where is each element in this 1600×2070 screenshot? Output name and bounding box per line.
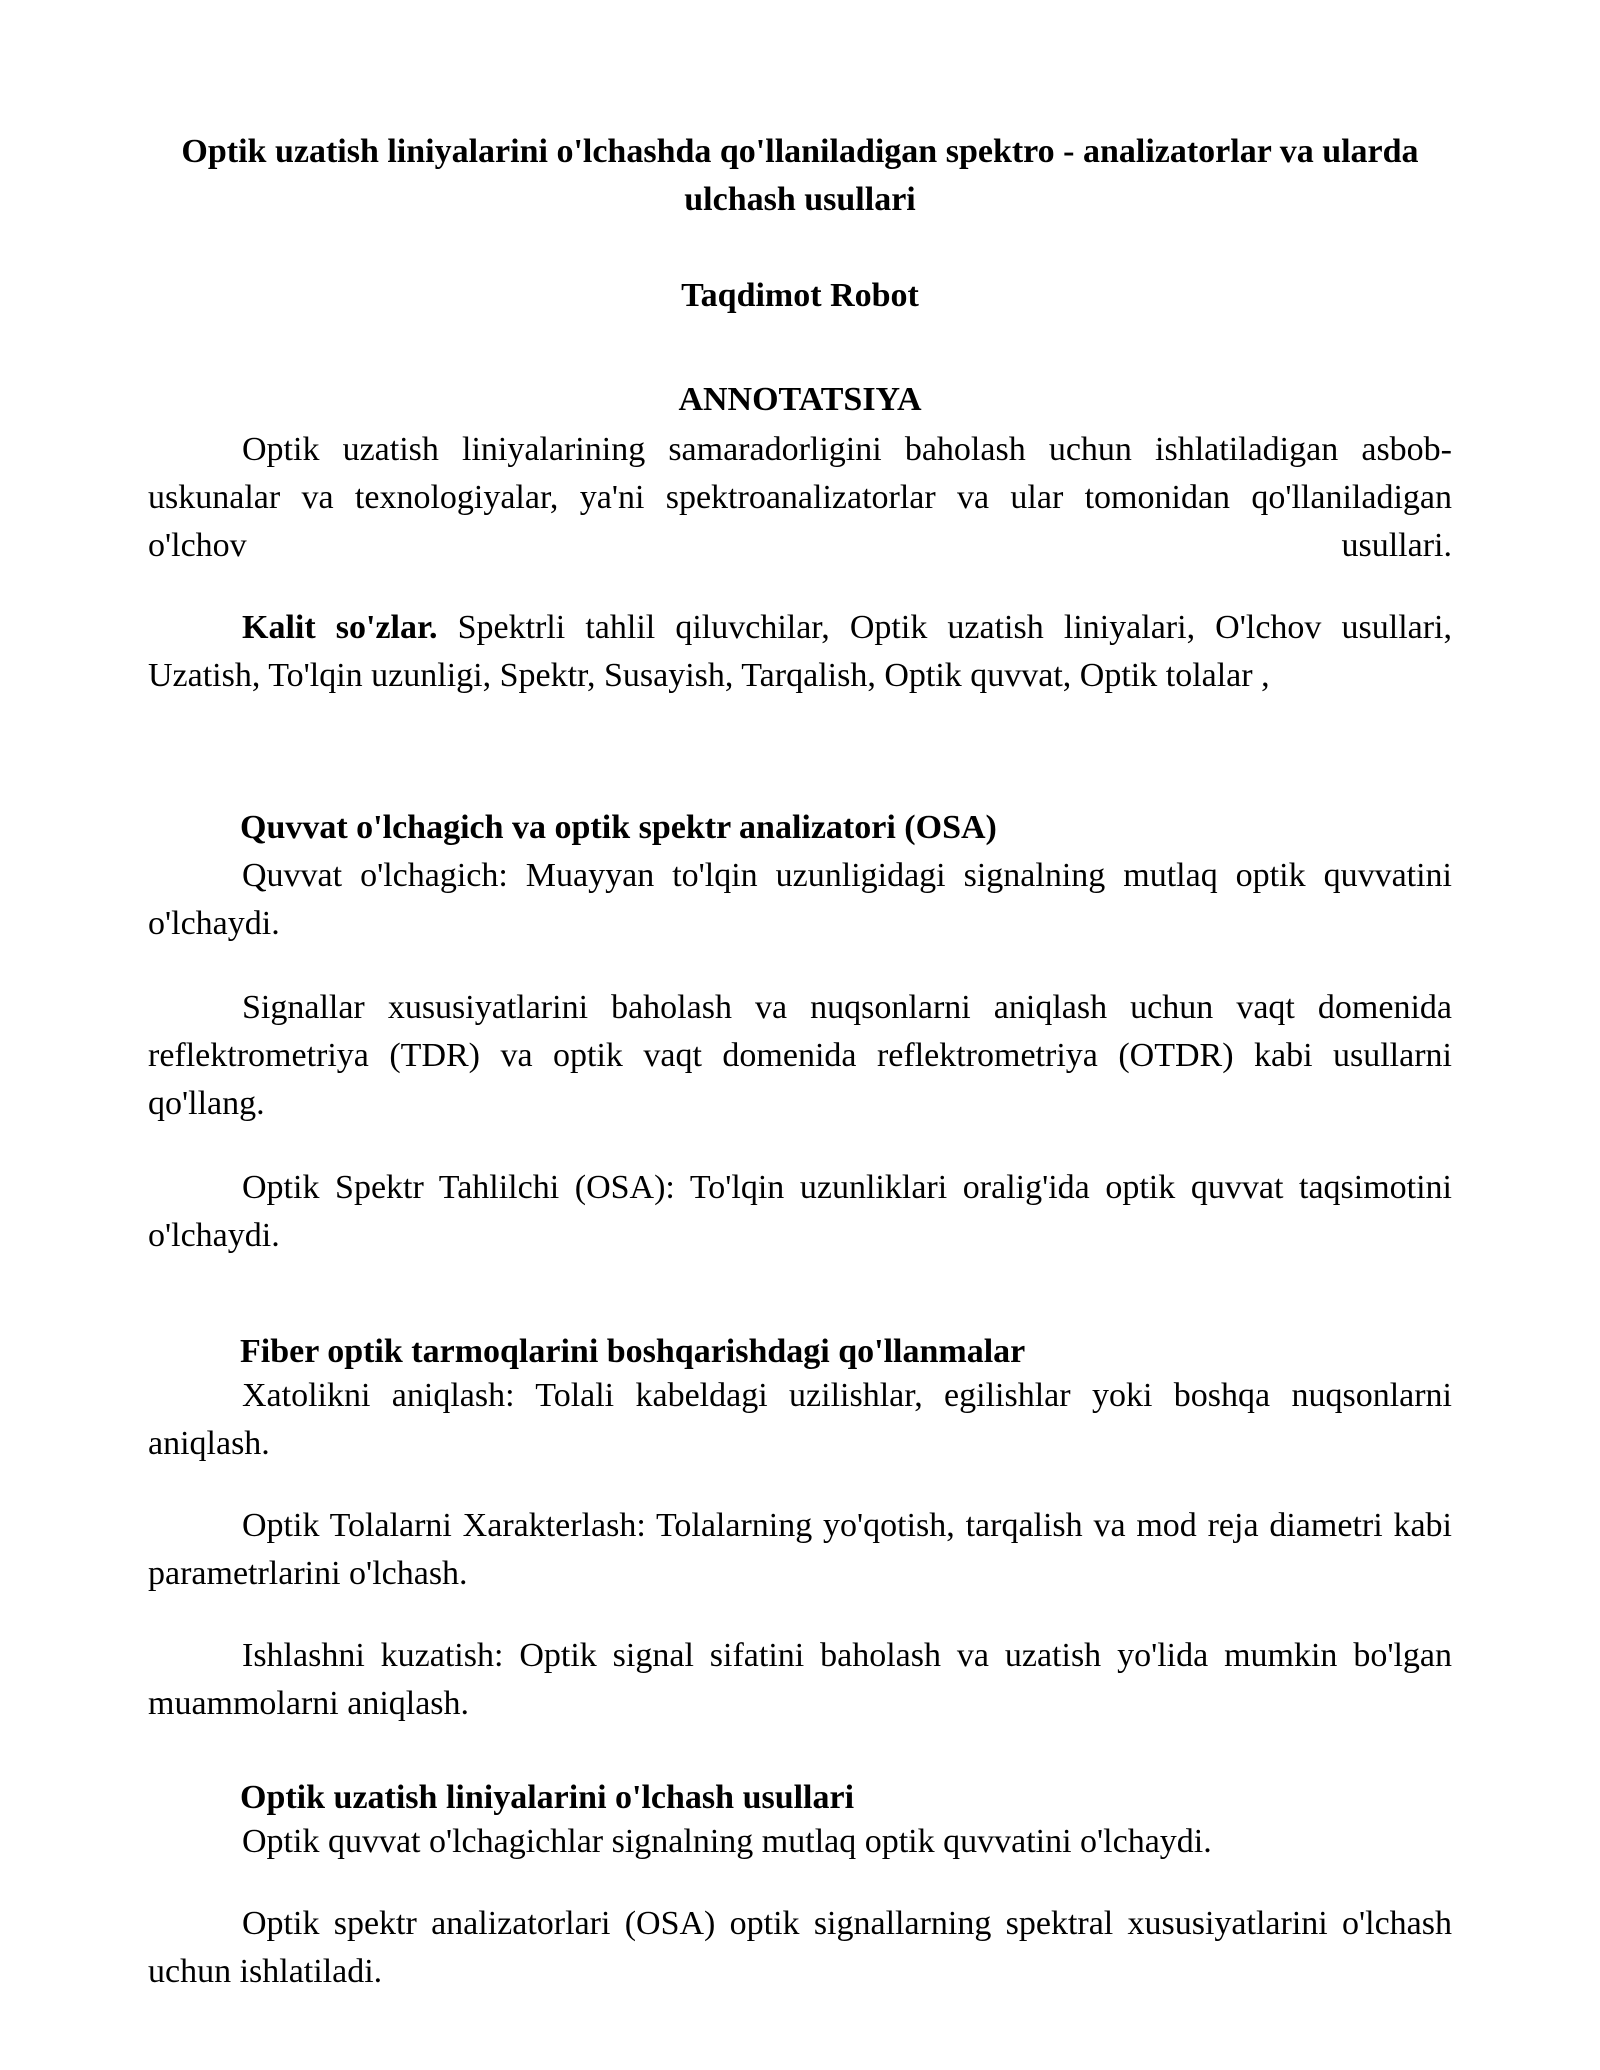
author-name: Taqdimot Robot <box>681 277 919 314</box>
paragraph: Optik spektr analizatorlari (OSA) optik signallarning spektral xususiyatlarini o'lchash uchun ishlatiladi. <box>148 1905 1452 1990</box>
paragraph: Optik quvvat o'lchagichlar signalning mutlaq optik quvvatini o'lchaydi. <box>242 1823 1212 1860</box>
annotation-text: Optik uzatish liniyalarining samaradorligini baholash uchun ishlatiladigan asbob-uskunalar va texnologiyalar, ya'ni spektroanalizatorlar va ular tomonidan qo'llaniladigan o'lchov usullari. <box>148 431 1452 564</box>
paragraph: Ishlashni kuzatish: Optik signal sifatini baholash va uzatish yo'lida mumkin bo'lgan muammolarni aniqlash. <box>148 1637 1452 1722</box>
keywords-label: Kalit so'zlar. <box>242 609 438 646</box>
paragraph: Optik Tolalarni Xarakterlash: Tolalarning yo'qotish, tarqalish va mod reja diametri kabi parametrlarini o'lchash. <box>148 1507 1452 1592</box>
document-title: Optik uzatish liniyalarini o'lchashda qo'llaniladigan spektro - analizatorlar va ularda ulchash usullari <box>181 133 1419 218</box>
paragraph: Optik Spektr Tahlilchi (OSA): To'lqin uzunliklari oralig'ida optik quvvat taqsimotini o'lchaydi. <box>148 1169 1452 1254</box>
keywords-paragraph <box>148 604 1452 700</box>
section-heading-fiber-applications: Fiber optik tarmoqlarini boshqarishdagi qo'llanmalar <box>240 1333 1026 1370</box>
paragraph: Xatolikni aniqlash: Tolali kabeldagi uzilishlar, egilishlar yoki boshqa nuqsonlarni aniqlash. <box>148 1377 1452 1462</box>
paragraph: Quvvat o'lchagich: Muayyan to'lqin uzunligidagi signalning mutlaq optik quvvatini o'lchaydi. <box>148 857 1452 942</box>
section-heading-measurement-methods: Optik uzatish liniyalarini o'lchash usullari <box>240 1779 855 1816</box>
keywords-text: Spektrli tahlil qiluvchilar, Optik uzatish liniyalari, O'lchov usullari, Uzatish, To'lqin uzunligi, Spektr, Susayish, Tarqalish, Optik quvvat, Optik tolalar , <box>148 609 1452 694</box>
paragraph: Signallar xususiyatlarini baholash va nuqsonlarni aniqlash uchun vaqt domenida reflektrometriya (TDR) va optik vaqt domenida reflektrometriya (OTDR) kabi usullarni qo'llang. <box>148 989 1452 1122</box>
section-heading-power-meter-osa: Quvvat o'lchagich va optik spektr analizatori (OSA) <box>240 809 997 846</box>
annotation-heading: ANNOTATSIYA <box>678 381 922 418</box>
